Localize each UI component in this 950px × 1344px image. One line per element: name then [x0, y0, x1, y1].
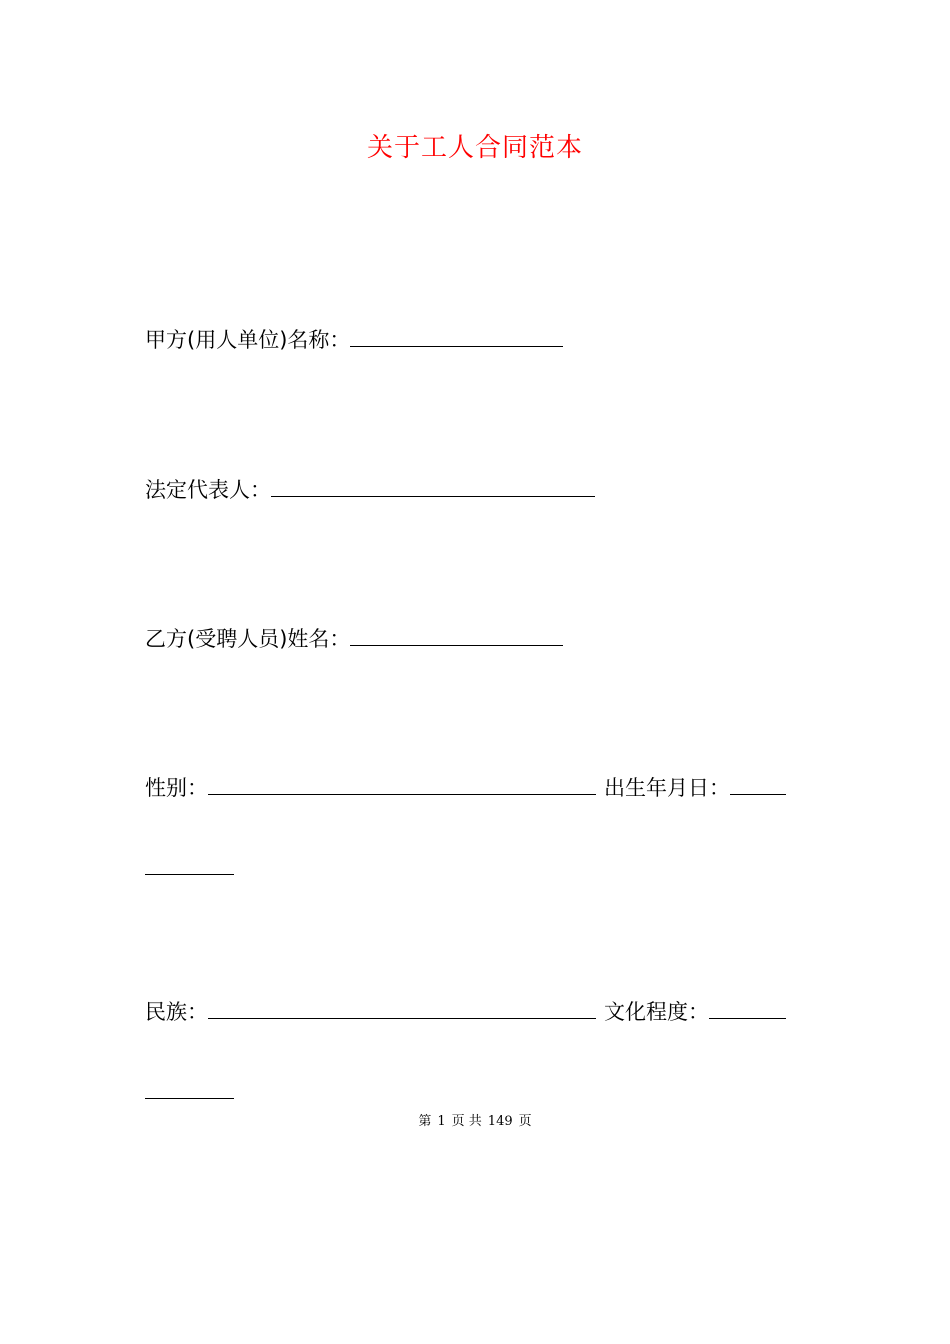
gender-blank: [208, 793, 596, 795]
employer-name-label: 甲方(用人单位)名称：: [145, 328, 351, 352]
footer-total-pages: 149: [487, 1114, 513, 1129]
footer-middle: 页 共: [451, 1114, 482, 1129]
footer-suffix: 页: [518, 1114, 532, 1129]
ethnicity-label: 民族：: [145, 1000, 208, 1024]
gender-birthdate-row: [145, 773, 786, 803]
education-label: 文化程度：: [604, 1000, 709, 1024]
birthdate-blank-continuation: [145, 874, 234, 875]
employee-name-label: 乙方(受聘人员)姓名：: [145, 627, 351, 651]
legal-rep-label: 法定代表人：: [145, 478, 271, 502]
gender-label: 性别：: [145, 776, 208, 800]
footer-page-number: 1: [437, 1114, 446, 1129]
employee-name-blank: [350, 644, 563, 646]
education-blank-continuation: [145, 1098, 234, 1099]
birthdate-blank: [730, 793, 786, 795]
page-footer: [0, 1113, 950, 1131]
education-blank: [709, 1017, 786, 1019]
footer-prefix: 第: [418, 1114, 432, 1129]
ethnicity-blank: [208, 1017, 596, 1019]
employer-name-row: [145, 325, 563, 355]
legal-rep-row: [145, 475, 595, 505]
legal-rep-blank: [271, 495, 595, 497]
employee-name-row: [145, 624, 563, 654]
employer-name-blank: [350, 345, 563, 347]
birthdate-label: 出生年月日：: [604, 776, 730, 800]
ethnicity-education-row: [145, 997, 786, 1027]
document-title: 关于工人合同范本: [366, 133, 583, 163]
